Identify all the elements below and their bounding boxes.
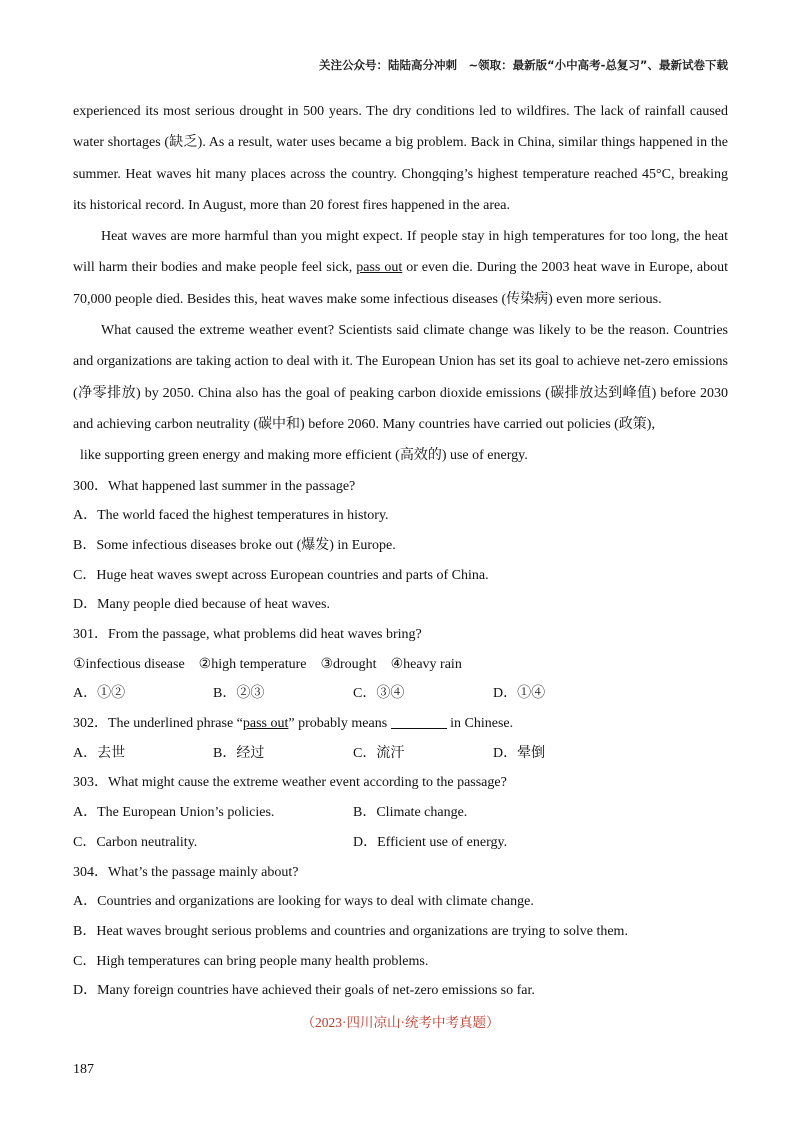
option-c: C．High temperatures can bring people many health problems. (73, 953, 429, 969)
option-c: C．Carbon neutrality. (73, 834, 198, 850)
option-a: A．①② (73, 686, 126, 702)
option-a: A．The European Union’s policies. (73, 805, 275, 821)
stem-text-end: in Chinese. (446, 716, 514, 732)
option-d: D．Efficient use of energy. (353, 834, 508, 850)
page-header: 关注公众号：陆陆高分冲刺 ~领取：最新版“小中高考-总复习”、最新试卷下载 (318, 58, 728, 72)
option-b: B．②③ (213, 686, 265, 702)
question-stem: 304．What’s the passage mainly about? (73, 864, 299, 880)
option-a: A．Countries and organizations are looking for ways to deal with climate change. (73, 894, 534, 910)
option-a: A．The world faced the highest temperatures in history. (73, 508, 389, 524)
question-301 (73, 620, 728, 709)
question-303 (73, 768, 728, 857)
page-number: 187 (73, 1062, 94, 1077)
paragraph-2-text-end: or even die. During the 2003 heat wave in Europe, about 70,000 people died. Besides this, heat waves make some infectious diseases (传染病) even more serious. (73, 260, 729, 307)
question-stem: 303．What might cause the extreme weather event according to the passage? (73, 775, 507, 791)
passage-paragraph-1: experienced its most serious drought in 500 years. The dry conditions led to wildfires. The lack of rainfall caused water shortages (缺乏). As a result, water uses became a big problem. Back in China, similar things happened in the summer. Heat waves hit many places across the country. Chongqing’s highest temperature reached 45°C, breaking its historical record. In August, more than 20 forest fires happened in the area. (73, 104, 728, 213)
question-300 (73, 472, 728, 620)
question-stem: 301．From the passage, what problems did heat waves bring? (73, 627, 422, 642)
paragraph-2-text: Heat waves are more harmful than you might expect. If people stay in high temperatures for too long, the heat will harm their bodies and make people feel sick, (73, 229, 728, 276)
passage-paragraph-2 (73, 221, 728, 315)
option-c: C．Huge heat waves swept across European countries and parts of China. (73, 567, 489, 583)
option-d: D．晕倒 (493, 745, 546, 761)
option-b: B．经过 (213, 745, 265, 761)
options-row (73, 739, 728, 769)
passage-paragraph-3: What caused the extreme weather event? Scientists said climate change was likely to be the reason. Countries and organizations are taking action to deal with it. The European Union has set its goal to achieve net-zero emissions (净零排放) by 2050. China also has the goal of peaking carbon dioxide emissions (碳排放达到峰值) before 2030 and achieving carbon neutrality (碳中和) before 2060. Many countries have carried out policies (政策), (73, 323, 728, 432)
option-d: D．Many people died because of heat waves. (73, 597, 330, 613)
answer-blank (391, 714, 447, 729)
page-content (73, 96, 728, 1038)
passage-paragraph-3-last-line: like supporting green energy and making more efficient (高效的) use of energy. (80, 448, 528, 464)
question-stem: 300．What happened last summer in the passage? (73, 478, 356, 494)
question-items: ①infectious disease ②high temperature ③drought ④heavy rain (73, 656, 462, 672)
option-d: D．①④ (493, 686, 546, 702)
question-304 (73, 858, 728, 1006)
question-stem (73, 709, 728, 739)
option-d: D．Many foreign countries have achieved their goals of net-zero emissions so far. (73, 983, 535, 999)
underlined-phrase: pass out (356, 260, 403, 276)
reading-passage (73, 96, 728, 472)
source-citation: （2023·四川凉山·统考中考真题） (301, 1014, 500, 1030)
option-c: C．③④ (353, 686, 405, 702)
question-302 (73, 709, 728, 768)
stem-text: 302．The underlined phrase “ (73, 716, 243, 732)
option-b: B．Some infectious diseases broke out (爆发) in Europe. (73, 537, 396, 553)
option-b: B．Climate change. (353, 805, 468, 821)
stem-text-middle: ” probably means (288, 716, 391, 732)
options-row-2 (73, 828, 728, 858)
options-row (73, 679, 728, 709)
option-b: B．Heat waves brought serious problems and countries and organizations are trying to solve them. (73, 923, 628, 939)
option-a: A．去世 (73, 745, 126, 761)
underlined-phrase: pass out (242, 716, 289, 732)
options-row-1 (73, 798, 728, 828)
option-c: C．流汗 (353, 745, 405, 761)
